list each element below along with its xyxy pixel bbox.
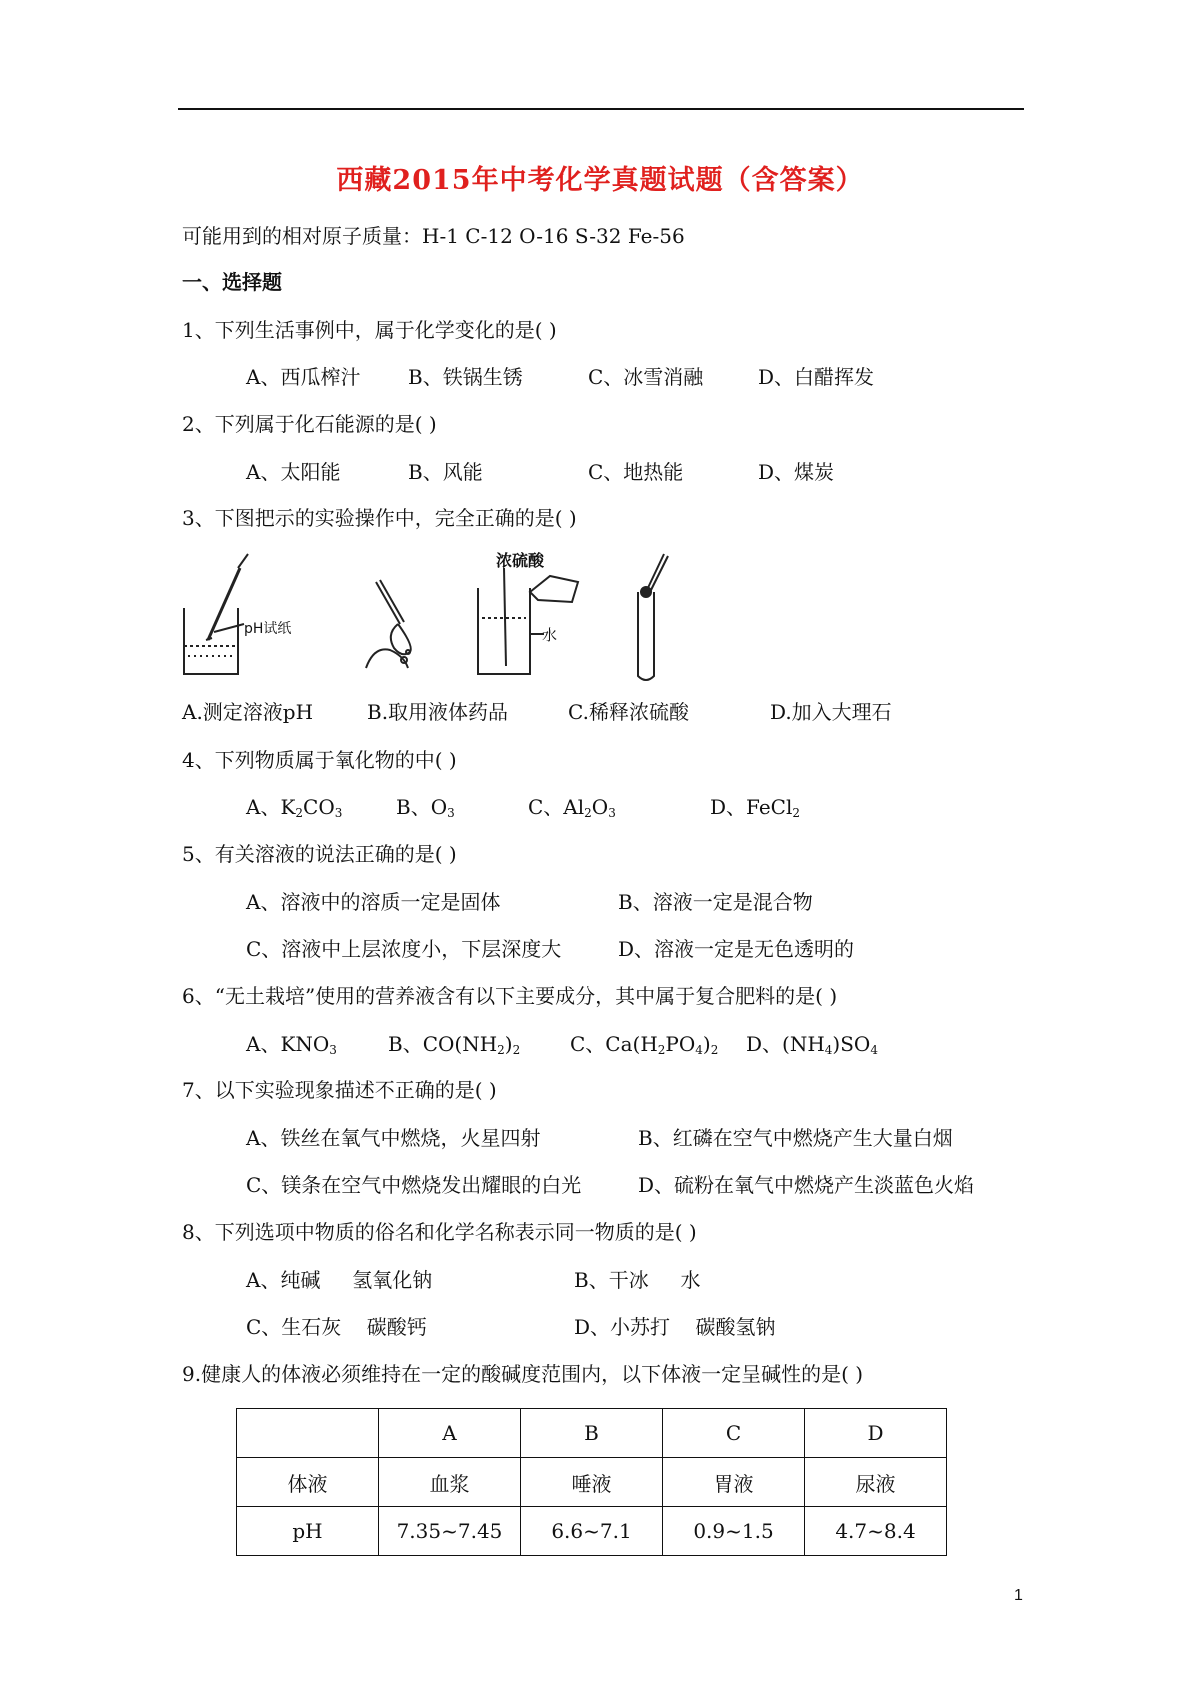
q5-option-c: C、溶液中上层浓度小，下层深度大 xyxy=(246,937,562,961)
figure-b-dropper xyxy=(366,580,411,668)
question-5-stem: 5、有关溶液的说法正确的是( ) xyxy=(182,842,457,866)
q5-option-d: D、溶液一定是无色透明的 xyxy=(618,937,855,961)
q6-option-b: B、$CO(NH_2)_2$ xyxy=(388,1032,521,1057)
table-cell: 6.6~7.1 xyxy=(521,1507,663,1556)
question-2-stem: 2、下列属于化石能源的是( ) xyxy=(182,412,437,436)
figure-c-dilution xyxy=(478,551,578,674)
q1-option-b: B、铁锅生锈 xyxy=(408,365,523,389)
q6-option-d: D、$(NH_4)SO_4$ xyxy=(746,1032,878,1057)
ph-table xyxy=(236,1408,947,1556)
q2-option-c: C、地热能 xyxy=(588,460,684,484)
table-cell: 4.7~8.4 xyxy=(805,1507,947,1556)
question-1-stem: 1、下列生活事例中，属于化学变化的是( ) xyxy=(182,318,557,342)
figure-a-ph-test xyxy=(184,554,291,674)
q1-option-a: A、西瓜榨汁 xyxy=(246,365,361,389)
table-cell: B xyxy=(521,1409,663,1458)
table-cell: 血浆 xyxy=(379,1458,521,1507)
q8-option-a: A、纯碱 氢氧化钠 xyxy=(246,1268,433,1292)
q7-option-a: A、铁丝在氧气中燃烧，火星四射 xyxy=(246,1126,541,1150)
table-cell: A xyxy=(379,1409,521,1458)
question-6-stem: 6、“无土栽培”使用的营养液含有以下主要成分，其中属于复合肥料的是( ) xyxy=(182,984,838,1008)
ph-paper-label: pH试纸 xyxy=(244,621,292,637)
section-title: 一、选择题 xyxy=(182,270,282,294)
q5-option-a: A、溶液中的溶质一定是固体 xyxy=(246,890,501,914)
q3-option-c: C.稀释浓硫酸 xyxy=(568,700,689,724)
table-row xyxy=(237,1507,947,1556)
q3-option-b: B.取用液体药品 xyxy=(367,700,509,724)
table-cell: D xyxy=(805,1409,947,1458)
q8-option-c: C、生石灰 碳酸钙 xyxy=(246,1315,427,1339)
question-7-stem: 7、以下实验现象描述不正确的是( ) xyxy=(182,1078,497,1102)
table-row xyxy=(237,1409,947,1458)
question-9-stem: 9.健康人的体液必须维持在一定的酸碱度范围内，以下体液一定呈碱性的是( ) xyxy=(182,1362,864,1386)
figure-d-test-tube xyxy=(638,554,668,680)
q6-option-a: A、$KNO_3$ xyxy=(246,1032,337,1057)
page-title: 西藏2015年中考化学真题试题（含答案） xyxy=(336,165,864,196)
q2-option-d: D、煤炭 xyxy=(758,460,835,484)
q8-option-b: B、干冰 水 xyxy=(574,1268,701,1292)
q7-option-c: C、镁条在空气中燃烧发出耀眼的白光 xyxy=(246,1173,582,1197)
q2-option-a: A、太阳能 xyxy=(246,460,341,484)
q6-option-c: C、$Ca(H_2PO_4)_2$ xyxy=(570,1032,719,1057)
water-label: 水 xyxy=(542,626,558,644)
atomic-masses: 可能用到的相对原子质量：H-1 C-12 O-16 S-32 Fe-56 xyxy=(182,224,685,248)
q3-option-d: D.加入大理石 xyxy=(770,700,892,724)
table-cell xyxy=(237,1409,379,1458)
table-row xyxy=(237,1458,947,1507)
q4-option-d: D、FeCl$_2$ xyxy=(710,795,800,820)
question-4-stem: 4、下列物质属于氧化物的中( ) xyxy=(182,748,457,772)
table-cell: 尿液 xyxy=(805,1458,947,1507)
q3-option-a: A.测定溶液pH xyxy=(182,700,314,724)
q1-option-d: D、白醋挥发 xyxy=(758,365,875,389)
q4-option-a: A、$K_2CO_3$ xyxy=(246,795,343,820)
q2-option-b: B、风能 xyxy=(408,460,483,484)
table-cell: 7.35~7.45 xyxy=(379,1507,521,1556)
top-rule xyxy=(178,108,1024,110)
question-3-stem: 3、下图把示的实验操作中，完全正确的是( ) xyxy=(182,506,577,530)
table-cell: 0.9~1.5 xyxy=(663,1507,805,1556)
q4-option-b: B、$O_3$ xyxy=(396,795,455,820)
table-cell: 胃液 xyxy=(663,1458,805,1507)
question-8-stem: 8、下列选项中物质的俗名和化学名称表示同一物质的是( ) xyxy=(182,1220,697,1244)
table-cell: 体液 xyxy=(237,1458,379,1507)
acid-label: 浓硫酸 xyxy=(496,551,545,570)
table-cell: C xyxy=(663,1409,805,1458)
q4-option-c: C、$Al_2O_3$ xyxy=(528,795,616,820)
q7-option-b: B、红磷在空气中燃烧产生大量白烟 xyxy=(638,1126,953,1150)
page-number: 1 xyxy=(1014,1587,1023,1604)
table-cell: 唾液 xyxy=(521,1458,663,1507)
q7-option-d: D、硫粉在氧气中燃烧产生淡蓝色火焰 xyxy=(638,1173,975,1197)
table-cell: pH xyxy=(237,1507,379,1556)
q8-option-d: D、小苏打 碳酸氢钠 xyxy=(574,1315,776,1339)
q1-option-c: C、冰雪消融 xyxy=(588,365,704,389)
q3-experiment-figures xyxy=(178,548,758,688)
q5-option-b: B、溶液一定是混合物 xyxy=(618,890,813,914)
